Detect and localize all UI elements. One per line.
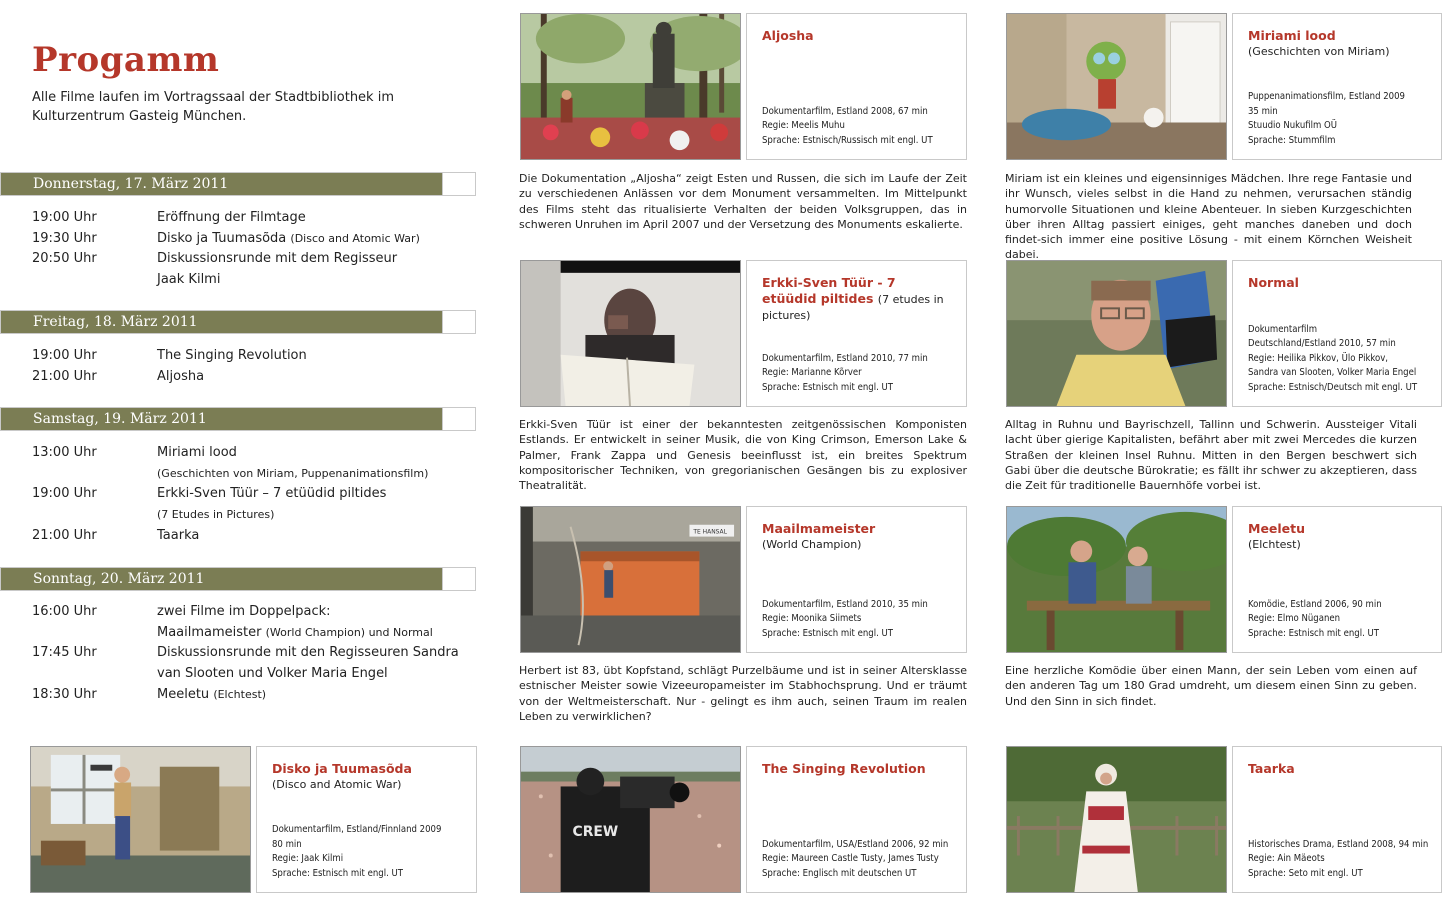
film-card-singing-revolution [746,746,967,893]
film-card-disko [256,746,477,893]
film-subtitle: (7 etudes in pictures) [762,293,944,322]
day-date: Sonntag, 20. März 2011 [1,568,442,590]
film-card-meeletu [1232,506,1442,653]
film-subtitle: (Geschichten von Miriam) [1248,45,1390,58]
day-header-sunday [0,567,476,591]
film-still-aljosha [520,13,741,160]
film-still-erkki [520,260,741,407]
film-meta: Puppenanimationsfilm, Estland 2009 35 min Stuudio Nukufilm OÜ Sprache: Stummfilm [1248,91,1405,146]
film-meta: Dokumentarfilm, Estland/Finnland 2009 80 min Regie: Jaak Kilmi Sprache: Estnisch mit engl. UT [272,824,442,879]
crew-label: CREW [572,823,619,840]
film-description-normal: Alltag in Ruhnu und Bayrischzell, Tallinn und Schwerin. Aussteiger Vitali lacht über gierige Kapitalisten, befährt aber mit zwei Mercedes die kurzen Straßen der kleinen Insel Ruhnu. Mitten in den Bergen beschwert sich Gabi über die deutsche Bürokratie; es fällt ihr schwer zu akzeptieren, dass die Zeit für traditionelle Bauernhöfe vorbei ist. [1005,418,1417,493]
film-still-miriami [1006,13,1227,160]
film-card-normal [1232,260,1442,407]
film-card-taarka [1232,746,1442,893]
film-still-normal [1006,260,1227,407]
film-still-meeletu [1006,506,1227,653]
intro-text: Alle Filme laufen im Vortragssaal der Stadtbibliothek im Kulturzentrum Gasteig München. [32,90,394,124]
film-title: Normal [1248,275,1299,290]
day-header-thursday [0,172,476,196]
film-meta: Dokumentarfilm Deutschland/Estland 2010, 57 min Regie: Heilika Pikkov, Ülo Pikkov, Sandra van Slooten, Volker Maria Engel Sprache: Estnisch/Deutsch mit engl. UT [1248,323,1418,393]
film-description-miriami: Miriam ist ein kleines und eigensinniges Mädchen. Ihre rege Fantasie und ihr Wunsch, vieles selbst in die Hand zu nehmen, verursachen ständig humorvolle Situationen und kleine Abenteuer. In sieben Kurzgeschichten über ihren Alltag passiert einiges, geht manches daneben und doch findet-sich immer eine positive Lösung - mit einem Körnchen Weisheit dabei. [1005,172,1412,262]
film-title: Disko ja Tuumasõda [272,761,412,776]
film-meta: Dokumentarfilm, Estland 2008, 67 min Regie: Meelis Muhu Sprache: Estnisch/Russisch mit engl. UT [762,105,933,146]
day-date: Samstag, 19. März 2011 [1,408,442,430]
film-title: Meeletu [1248,521,1306,536]
film-meta: Dokumentarfilm, USA/Estland 2006, 92 min Regie: Maureen Castle Tusty, James Tusty Sprache: Englisch mit deutschen UT [762,838,949,879]
day-checkbox [442,568,475,590]
film-title: Taarka [1248,761,1295,776]
film-title: The Singing Revolution [762,761,926,776]
film-card-miriami [1232,13,1442,160]
film-card-maailmameister [746,506,967,653]
film-card-aljosha [746,13,967,160]
film-title: Miriami lood [1248,28,1336,43]
film-still-taarka [1006,746,1227,893]
day-date: Donnerstag, 17. März 2011 [1,173,442,195]
film-description-meeletu: Eine herzliche Komödie über einen Mann, der sein Leben vom einen auf den anderen Tag um 180 Grad umdreht, um diesem einen Sinn zu geben. Und den Sinn in sich findet. [1005,664,1417,708]
day-checkbox [442,408,475,430]
page-title: Progamm [32,40,220,80]
film-meta: Komödie, Estland 2006, 90 min Regie: Elmo Nüganen Sprache: Estnisch mit engl. UT [1248,598,1382,639]
film-description-aljosha: Die Dokumentation „Aljosha“ zeigt Esten und Russen, die sich im Laufe der Zeit zu verschiedenen Anlässen vor dem Monument versammelten. Im Mittelpunkt des Films steht das ritualisierte Verhalten der beiden Volksgruppen, das in schweren Unruhen im April 2007 und der Versetzung des Monuments eskalierte. [519,172,967,231]
day-date: Freitag, 18. März 2011 [1,311,442,333]
day-header-saturday [0,407,476,431]
film-subtitle: (Disco and Atomic War) [272,778,402,791]
day-checkbox [442,311,475,333]
film-still-disko [30,746,251,893]
film-subtitle: (Elchtest) [1248,538,1301,551]
day-header-friday [0,310,476,334]
film-still-maailmameister [520,506,741,653]
film-still-singing-revolution [520,746,741,893]
film-card-erkki [746,260,967,407]
banner-label: TE HANSAL [693,528,727,536]
film-title: Maailmameister [762,521,876,536]
film-subtitle: (World Champion) [762,538,862,551]
film-meta: Dokumentarfilm, Estland 2010, 35 min Regie: Moonika Siimets Sprache: Estnisch mit engl. UT [762,598,928,639]
film-meta: Historisches Drama, Estland 2008, 94 min Regie: Ain Mäeots Sprache: Seto mit engl. UT [1248,838,1429,879]
film-meta: Dokumentarfilm, Estland 2010, 77 min Regie: Marianne Kõrver Sprache: Estnisch mit engl. UT [762,352,928,393]
day-checkbox [442,173,475,195]
film-description-maailmameister: Herbert ist 83, übt Kopfstand, schlägt Purzelbäume und ist in seiner Altersklasse estnischer Meister sowie Vizeeuropameister im Stabhochsprung. Und er träumt von der Weltmeisterschaft. Nur - gelingt es ihm auch, seinen Traum im realen Leben zu verwirklichen? [519,664,967,723]
film-description-erkki: Erkki-Sven Tüür ist einer der bekanntesten zeitgenössischen Komponisten Estlands. Er entwickelt in seiner Musik, die von King Crimson, Emerson Lake & Palmer, Frank Zappa und Genesis beeinflusst ist, ein breites Spektrum kompositorischer Techniken, von gregorianischen Gesängen bis zu explosiver Theatralität. [519,418,967,493]
film-title: Aljosha [762,28,814,43]
film-title: Erkki-Sven Tüür - 7 etüüdid piltides [762,275,896,306]
